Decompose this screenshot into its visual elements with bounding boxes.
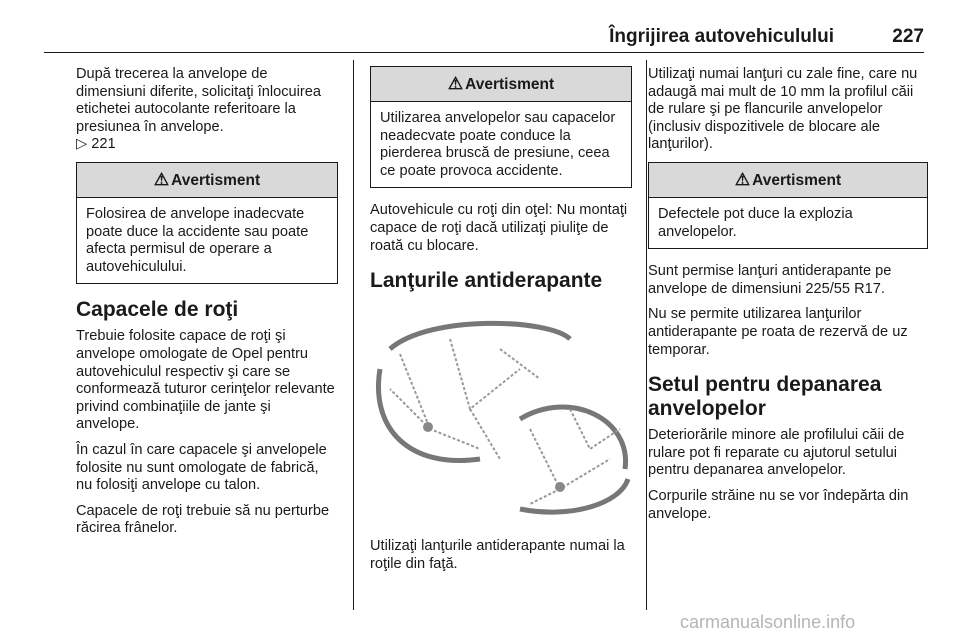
paragraph: Utilizaţi lanţurile antiderapante numai la roţile din faţă. (370, 538, 625, 572)
intro-paragraph: După trecerea la anvelope de dimensiuni diferite, solicitaţi înlocuirea etichetei autocolante referitoare la presiunea în anvelope. ▷ 221 (76, 66, 321, 153)
paragraph: Trebuie folosite capace de roţi şi anvelope omologate de Opel pentru autovehiculul respectiv şi care se conformează tuturor cerinţelor relevante privind combinaţiile de jante şi anvelope. (76, 328, 335, 433)
section-heading-snow-chains: Lanţurile antiderapante (370, 269, 603, 293)
warning-box (648, 162, 928, 249)
column-divider (353, 60, 354, 610)
warning-text: Folosirea de anvelope inadecvate poate duce la accidente sau poate afecta permisul de operare a autovehiculului. (86, 205, 309, 275)
page-reference: 221 (91, 136, 116, 153)
chain-lock (423, 422, 433, 432)
reference-arrow-icon: ▷ (76, 136, 88, 153)
header-title: Îngrijirea autovehiculului (609, 26, 834, 47)
warning-box (370, 66, 632, 188)
paragraph: Sunt permise lanţuri antiderapante pe anvelope de dimensiuni 225/55 R17. (648, 263, 892, 297)
section-heading-wheel-covers: Capacele de roţi (76, 298, 239, 322)
warning-title: Avertisment (465, 76, 555, 93)
warning-title: Avertisment (752, 171, 842, 189)
column-2 (370, 66, 632, 581)
paragraph: În cazul în care capacele şi anvelopele folosite nu sunt omologate de fabrică, nu folosiţi anvelope cu talon. (76, 441, 327, 494)
warning-triangle-icon: ⚠ (153, 169, 170, 189)
warning-box (76, 162, 338, 284)
warning-text: Defectele pot duce la explozia anvelopelor. (658, 205, 853, 240)
section-heading-tyre-repair-kit: Setul pentru depanarea anvelopelor (648, 373, 882, 421)
column-divider (646, 60, 647, 610)
watermark: carmanualsonline.info (680, 612, 856, 632)
page-header (44, 22, 924, 53)
paragraph: Deteriorările minore ale profilului căii de rulare pot fi reparate cu ajutorul setului pentru depanarea anvelopelor. (648, 427, 905, 479)
warning-triangle-icon: ⚠ (447, 74, 464, 93)
page-number: 227 (892, 26, 924, 47)
paragraph: Corpurile străine nu se vor îndepărta din anvelope. (648, 487, 909, 522)
column-1 (76, 66, 338, 546)
warning-triangle-icon: ⚠ (734, 169, 751, 189)
paragraph: Capacele de roţi trebuie să nu perturbe răcirea frânelor. (76, 502, 330, 537)
chain-cable (390, 323, 570, 349)
paragraph: Utilizaţi numai lanţuri cu zale fine, care nu adaugă mai mult de 10 mm la profilul căii de rulare şi pe flancurile anvelopelor (inclusiv dispozitivele de blocare ale lanţurilor). (648, 66, 918, 153)
column-3 (648, 66, 928, 531)
warning-text: Utilizarea anvelopelor sau capacelor neadecvate poate conduce la pierderea bruscă de presiune, ceea ce poate provoca accidente. (380, 110, 616, 179)
warning-title: Avertisment (171, 171, 261, 189)
paragraph: Nu se permite utilizarea lanţurilor antiderapante pe roata de rezervă de uz temporar. (648, 306, 908, 358)
paragraph: Autovehicule cu roţi din oţel: Nu montaţi capace de roţi dacă utilizaţi piuliţe de roată cu blocare. (370, 202, 628, 254)
snow-chains-illustration (370, 309, 632, 519)
